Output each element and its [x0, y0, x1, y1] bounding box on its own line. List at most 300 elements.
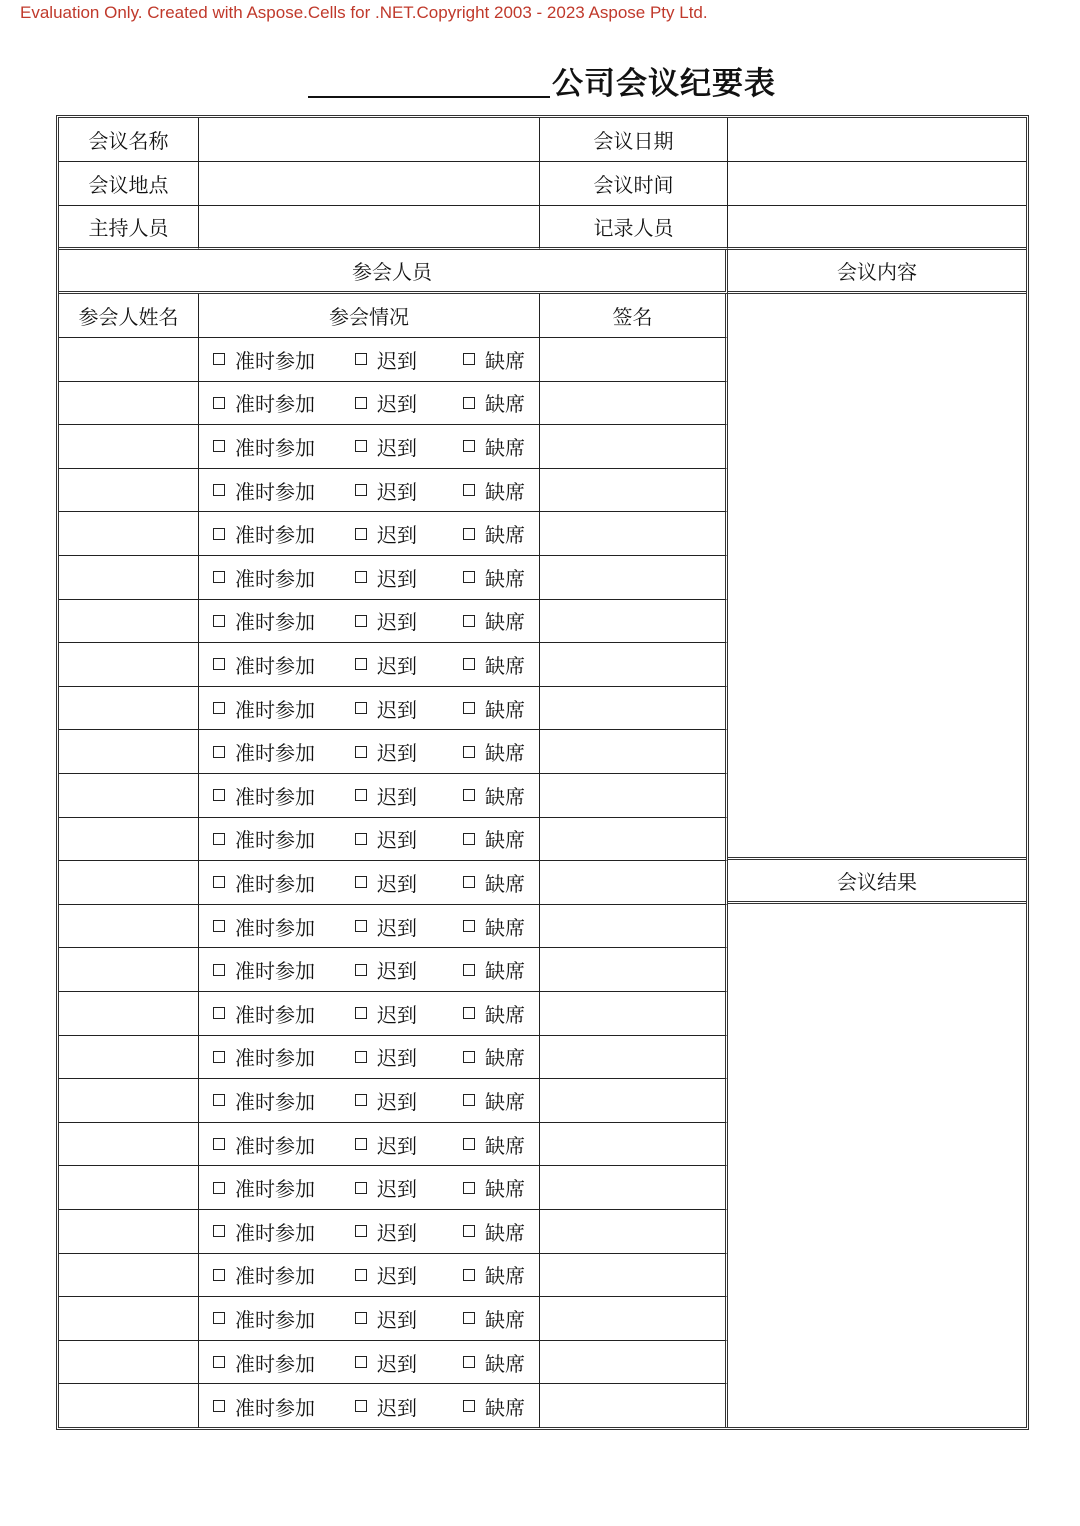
result-section-header: 会议结果: [728, 860, 1026, 904]
column-header-status: 参会情况: [199, 294, 540, 338]
attendance-options: [199, 1036, 540, 1080]
checkbox-icon[interactable]: [355, 1051, 367, 1063]
attendance-options: [199, 1297, 540, 1341]
on-time-option[interactable]: [213, 519, 355, 548]
signature-field[interactable]: [540, 1210, 728, 1254]
absent-option[interactable]: [463, 694, 533, 723]
absent-label: 缺席: [485, 1264, 525, 1289]
attendance-options: [199, 687, 540, 731]
checkbox-icon[interactable]: [463, 1400, 475, 1412]
attendee-name-field[interactable]: [59, 1210, 199, 1254]
checkbox-icon[interactable]: [213, 615, 225, 627]
checkbox-icon[interactable]: [213, 702, 225, 714]
on-time-option[interactable]: [213, 1173, 355, 1202]
late-option[interactable]: [355, 476, 463, 505]
absent-option[interactable]: [463, 999, 533, 1028]
attendee-name-field[interactable]: [59, 818, 199, 862]
checkbox-icon[interactable]: [463, 1007, 475, 1019]
attendance-options: [199, 948, 540, 992]
late-option[interactable]: [355, 1217, 463, 1246]
attendee-name-field[interactable]: [59, 1384, 199, 1428]
absent-label: 缺席: [485, 915, 525, 940]
late-option[interactable]: [355, 912, 463, 941]
absent-option[interactable]: [463, 1217, 533, 1246]
company-name-blank[interactable]: [308, 96, 550, 98]
attendee-name-field[interactable]: [59, 861, 199, 905]
checkbox-icon[interactable]: [355, 833, 367, 845]
meeting-name-label: 会议名称: [59, 118, 199, 162]
late-label: 迟到: [377, 697, 417, 722]
checkbox-icon[interactable]: [463, 789, 475, 801]
attendee-name-field[interactable]: [59, 948, 199, 992]
attendance-options: [199, 425, 540, 469]
checkbox-icon[interactable]: [463, 397, 475, 409]
on-time-option[interactable]: [213, 476, 355, 505]
signature-field[interactable]: [540, 1166, 728, 1210]
meeting-place-field[interactable]: [199, 162, 540, 206]
checkbox-icon[interactable]: [355, 789, 367, 801]
on-time-option[interactable]: [213, 694, 355, 723]
signature-field[interactable]: [540, 1297, 728, 1341]
checkbox-icon[interactable]: [213, 1312, 225, 1324]
absent-option[interactable]: [463, 563, 533, 592]
on-time-label: 准时参加: [235, 392, 315, 417]
attendee-name-field[interactable]: [59, 556, 199, 600]
on-time-option[interactable]: [213, 345, 355, 374]
absent-label: 缺席: [485, 1089, 525, 1114]
attendee-name-field[interactable]: [59, 992, 199, 1036]
absent-label: 缺席: [485, 1220, 525, 1245]
signature-field[interactable]: [540, 818, 728, 862]
on-time-label: 准时参加: [235, 828, 315, 853]
attendance-options: [199, 905, 540, 949]
on-time-label: 准时参加: [235, 784, 315, 809]
absent-option[interactable]: [463, 912, 533, 941]
on-time-option[interactable]: [213, 824, 355, 853]
checkbox-icon[interactable]: [355, 440, 367, 452]
checkbox-icon[interactable]: [213, 528, 225, 540]
absent-option[interactable]: [463, 1130, 533, 1159]
late-option[interactable]: [355, 1304, 463, 1333]
late-option[interactable]: [355, 999, 463, 1028]
attendance-options: [199, 556, 540, 600]
attendee-name-field[interactable]: [59, 469, 199, 513]
recorder-field[interactable]: [728, 206, 1026, 250]
checkbox-icon[interactable]: [355, 658, 367, 670]
absent-option[interactable]: [463, 868, 533, 897]
on-time-label: 准时参加: [235, 1307, 315, 1332]
absent-option[interactable]: [463, 650, 533, 679]
checkbox-icon[interactable]: [213, 746, 225, 758]
late-option[interactable]: [355, 1086, 463, 1115]
absent-label: 缺席: [485, 566, 525, 591]
checkbox-icon[interactable]: [213, 353, 225, 365]
absent-option[interactable]: [463, 1392, 533, 1421]
on-time-label: 准时参加: [235, 1351, 315, 1376]
checkbox-icon[interactable]: [355, 528, 367, 540]
on-time-option[interactable]: [213, 955, 355, 984]
absent-label: 缺席: [485, 1046, 525, 1071]
late-option[interactable]: [355, 388, 463, 417]
signature-field[interactable]: [540, 338, 728, 382]
attendee-name-field[interactable]: [59, 1166, 199, 1210]
signature-field[interactable]: [540, 382, 728, 426]
attendee-name-field[interactable]: [59, 730, 199, 774]
attendee-name-field[interactable]: [59, 1297, 199, 1341]
attendance-options: [199, 992, 540, 1036]
late-label: 迟到: [377, 523, 417, 548]
attendee-name-field[interactable]: [59, 774, 199, 818]
signature-field[interactable]: [540, 730, 728, 774]
absent-label: 缺席: [485, 741, 525, 766]
checkbox-icon[interactable]: [463, 964, 475, 976]
checkbox-icon[interactable]: [463, 1182, 475, 1194]
signature-field[interactable]: [540, 643, 728, 687]
attendee-name-field[interactable]: [59, 1254, 199, 1298]
absent-option[interactable]: [463, 1260, 533, 1289]
absent-option[interactable]: [463, 824, 533, 853]
absent-option[interactable]: [463, 519, 533, 548]
meeting-minutes-table: [56, 115, 1029, 1430]
on-time-label: 准时参加: [235, 1395, 315, 1420]
checkbox-icon[interactable]: [213, 571, 225, 583]
checkbox-icon[interactable]: [355, 1182, 367, 1194]
attendee-name-field[interactable]: [59, 643, 199, 687]
on-time-option[interactable]: [213, 737, 355, 766]
attendance-options: [199, 382, 540, 426]
meeting-place-label: 会议地点: [59, 162, 199, 206]
host-label: 主持人员: [59, 206, 199, 250]
absent-label: 缺席: [485, 392, 525, 417]
late-option[interactable]: [355, 1042, 463, 1071]
absent-label: 缺席: [485, 1395, 525, 1420]
on-time-label: 准时参加: [235, 915, 315, 940]
meeting-date-label: 会议日期: [540, 118, 728, 162]
signature-field[interactable]: [540, 1384, 728, 1428]
checkbox-icon[interactable]: [463, 833, 475, 845]
checkbox-icon[interactable]: [463, 1269, 475, 1281]
attendee-name-field[interactable]: [59, 687, 199, 731]
absent-option[interactable]: [463, 345, 533, 374]
late-option[interactable]: [355, 868, 463, 897]
checkbox-icon[interactable]: [355, 702, 367, 714]
late-option[interactable]: [355, 563, 463, 592]
checkbox-icon[interactable]: [463, 1094, 475, 1106]
absent-option[interactable]: [463, 1348, 533, 1377]
checkbox-icon[interactable]: [213, 920, 225, 932]
on-time-option[interactable]: [213, 781, 355, 810]
late-option[interactable]: [355, 650, 463, 679]
attendee-name-field[interactable]: [59, 382, 199, 426]
checkbox-icon[interactable]: [213, 1051, 225, 1063]
checkbox-icon[interactable]: [463, 702, 475, 714]
checkbox-icon[interactable]: [355, 1007, 367, 1019]
absent-label: 缺席: [485, 1177, 525, 1202]
checkbox-icon[interactable]: [355, 876, 367, 888]
late-option[interactable]: [355, 345, 463, 374]
checkbox-icon[interactable]: [355, 920, 367, 932]
attendee-name-field[interactable]: [59, 1036, 199, 1080]
checkbox-icon[interactable]: [355, 615, 367, 627]
absent-label: 缺席: [485, 1351, 525, 1376]
late-label: 迟到: [377, 348, 417, 373]
late-option[interactable]: [355, 1130, 463, 1159]
absent-option[interactable]: [463, 476, 533, 505]
on-time-option[interactable]: [213, 432, 355, 461]
absent-label: 缺席: [485, 1133, 525, 1158]
signature-field[interactable]: [540, 992, 728, 1036]
on-time-label: 准时参加: [235, 1133, 315, 1158]
late-option[interactable]: [355, 1260, 463, 1289]
checkbox-icon[interactable]: [463, 571, 475, 583]
meeting-content-area[interactable]: [728, 294, 1026, 860]
on-time-label: 准时参加: [235, 1002, 315, 1027]
absent-label: 缺席: [485, 610, 525, 635]
checkbox-icon[interactable]: [463, 658, 475, 670]
late-label: 迟到: [377, 1046, 417, 1071]
checkbox-icon[interactable]: [463, 746, 475, 758]
signature-field[interactable]: [540, 1341, 728, 1385]
absent-option[interactable]: [463, 432, 533, 461]
on-time-option[interactable]: [213, 1392, 355, 1421]
attendance-options: [199, 1166, 540, 1210]
checkbox-icon[interactable]: [463, 1138, 475, 1150]
late-label: 迟到: [377, 1307, 417, 1332]
absent-label: 缺席: [485, 653, 525, 678]
late-label: 迟到: [377, 1351, 417, 1376]
on-time-option[interactable]: [213, 1260, 355, 1289]
on-time-option[interactable]: [213, 563, 355, 592]
late-label: 迟到: [377, 435, 417, 460]
absent-label: 缺席: [485, 697, 525, 722]
on-time-label: 准时参加: [235, 348, 315, 373]
content-section-header: 会议内容: [728, 250, 1026, 294]
checkbox-icon[interactable]: [213, 658, 225, 670]
on-time-option[interactable]: [213, 650, 355, 679]
late-option[interactable]: [355, 781, 463, 810]
late-label: 迟到: [377, 1177, 417, 1202]
signature-field[interactable]: [540, 861, 728, 905]
checkbox-icon[interactable]: [355, 1094, 367, 1106]
checkbox-icon[interactable]: [213, 1269, 225, 1281]
on-time-option[interactable]: [213, 1130, 355, 1159]
page-title: 公司会议纪要表: [552, 66, 776, 102]
signature-field[interactable]: [540, 425, 728, 469]
absent-option[interactable]: [463, 781, 533, 810]
absent-label: 缺席: [485, 828, 525, 853]
checkbox-icon[interactable]: [355, 1138, 367, 1150]
checkbox-icon[interactable]: [355, 964, 367, 976]
checkbox-icon[interactable]: [463, 484, 475, 496]
late-option[interactable]: [355, 1173, 463, 1202]
absent-option[interactable]: [463, 737, 533, 766]
attendee-name-field[interactable]: [59, 1123, 199, 1167]
attendance-options: [199, 600, 540, 644]
on-time-option[interactable]: [213, 1217, 355, 1246]
checkbox-icon[interactable]: [463, 1225, 475, 1237]
attendee-name-field[interactable]: [59, 1079, 199, 1123]
late-option[interactable]: [355, 955, 463, 984]
checkbox-icon[interactable]: [463, 1312, 475, 1324]
attendance-options: [199, 338, 540, 382]
signature-field[interactable]: [540, 1254, 728, 1298]
recorder-label: 记录人员: [540, 206, 728, 250]
on-time-option[interactable]: [213, 1042, 355, 1071]
attendee-name-field[interactable]: [59, 512, 199, 556]
absent-option[interactable]: [463, 1086, 533, 1115]
late-option[interactable]: [355, 694, 463, 723]
late-label: 迟到: [377, 1395, 417, 1420]
on-time-label: 准时参加: [235, 1046, 315, 1071]
checkbox-icon[interactable]: [213, 397, 225, 409]
late-option[interactable]: [355, 519, 463, 548]
checkbox-icon[interactable]: [355, 484, 367, 496]
signature-field[interactable]: [540, 1079, 728, 1123]
checkbox-icon[interactable]: [213, 833, 225, 845]
signature-field[interactable]: [540, 556, 728, 600]
signature-field[interactable]: [540, 948, 728, 992]
on-time-option[interactable]: [213, 388, 355, 417]
meeting-date-field[interactable]: [728, 118, 1026, 162]
signature-field[interactable]: [540, 469, 728, 513]
late-label: 迟到: [377, 1002, 417, 1027]
checkbox-icon[interactable]: [355, 571, 367, 583]
attendance-options: [199, 469, 540, 513]
on-time-option[interactable]: [213, 606, 355, 635]
checkbox-icon[interactable]: [355, 1312, 367, 1324]
signature-field[interactable]: [540, 905, 728, 949]
checkbox-icon[interactable]: [463, 615, 475, 627]
attendance-options: [199, 1254, 540, 1298]
late-label: 迟到: [377, 1089, 417, 1114]
late-label: 迟到: [377, 392, 417, 417]
checkbox-icon[interactable]: [355, 397, 367, 409]
absent-option[interactable]: [463, 955, 533, 984]
checkbox-icon[interactable]: [463, 353, 475, 365]
signature-field[interactable]: [540, 1123, 728, 1167]
checkbox-icon[interactable]: [355, 1400, 367, 1412]
checkbox-icon[interactable]: [213, 1400, 225, 1412]
checkbox-icon[interactable]: [213, 440, 225, 452]
on-time-label: 准时参加: [235, 697, 315, 722]
signature-field[interactable]: [540, 687, 728, 731]
on-time-option[interactable]: [213, 1348, 355, 1377]
on-time-label: 准时参加: [235, 653, 315, 678]
attendee-name-field[interactable]: [59, 1341, 199, 1385]
signature-field[interactable]: [540, 512, 728, 556]
attendance-options: [199, 1384, 540, 1428]
on-time-option[interactable]: [213, 1304, 355, 1333]
attendance-options: [199, 1123, 540, 1167]
on-time-label: 准时参加: [235, 523, 315, 548]
meeting-time-field[interactable]: [728, 162, 1026, 206]
checkbox-icon[interactable]: [213, 1138, 225, 1150]
checkbox-icon[interactable]: [355, 1225, 367, 1237]
on-time-label: 准时参加: [235, 959, 315, 984]
attendance-options: [199, 861, 540, 905]
late-option[interactable]: [355, 432, 463, 461]
absent-option[interactable]: [463, 388, 533, 417]
on-time-option[interactable]: [213, 999, 355, 1028]
watermark-text: Evaluation Only. Created with Aspose.Cells for .NET.Copyright 2003 - 2023 Aspose Pty Ltd.: [20, 3, 708, 22]
absent-option[interactable]: [463, 606, 533, 635]
attendance-options: [199, 818, 540, 862]
on-time-option[interactable]: [213, 1086, 355, 1115]
on-time-label: 准时参加: [235, 741, 315, 766]
checkbox-icon[interactable]: [463, 528, 475, 540]
checkbox-icon[interactable]: [213, 1356, 225, 1368]
checkbox-icon[interactable]: [213, 789, 225, 801]
on-time-label: 准时参加: [235, 566, 315, 591]
late-label: 迟到: [377, 828, 417, 853]
late-label: 迟到: [377, 1264, 417, 1289]
meeting-name-field[interactable]: [199, 118, 540, 162]
attendee-name-field[interactable]: [59, 600, 199, 644]
late-label: 迟到: [377, 871, 417, 896]
checkbox-icon[interactable]: [463, 920, 475, 932]
checkbox-icon[interactable]: [213, 1094, 225, 1106]
on-time-label: 准时参加: [235, 435, 315, 460]
absent-option[interactable]: [463, 1304, 533, 1333]
title-block: [308, 58, 788, 100]
absent-option[interactable]: [463, 1173, 533, 1202]
checkbox-icon[interactable]: [463, 440, 475, 452]
checkbox-icon[interactable]: [355, 746, 367, 758]
late-option[interactable]: [355, 824, 463, 853]
checkbox-icon[interactable]: [213, 484, 225, 496]
checkbox-icon[interactable]: [213, 876, 225, 888]
on-time-label: 准时参加: [235, 1220, 315, 1245]
signature-field[interactable]: [540, 774, 728, 818]
on-time-label: 准时参加: [235, 871, 315, 896]
late-option[interactable]: [355, 1348, 463, 1377]
late-label: 迟到: [377, 1220, 417, 1245]
absent-label: 缺席: [485, 348, 525, 373]
checkbox-icon[interactable]: [355, 1356, 367, 1368]
checkbox-icon[interactable]: [463, 1051, 475, 1063]
checkbox-icon[interactable]: [355, 1269, 367, 1281]
checkbox-icon[interactable]: [463, 1356, 475, 1368]
absent-label: 缺席: [485, 523, 525, 548]
on-time-label: 准时参加: [235, 1264, 315, 1289]
checkbox-icon[interactable]: [213, 1182, 225, 1194]
attendees-section-header: 参会人员: [59, 250, 728, 294]
checkbox-icon[interactable]: [355, 353, 367, 365]
on-time-option[interactable]: [213, 868, 355, 897]
checkbox-icon[interactable]: [213, 1007, 225, 1019]
checkbox-icon[interactable]: [213, 1225, 225, 1237]
late-option[interactable]: [355, 1392, 463, 1421]
attendee-name-field[interactable]: [59, 425, 199, 469]
checkbox-icon[interactable]: [213, 964, 225, 976]
meeting-result-area[interactable]: [728, 904, 1026, 1427]
signature-field[interactable]: [540, 600, 728, 644]
on-time-option[interactable]: [213, 912, 355, 941]
signature-field[interactable]: [540, 1036, 728, 1080]
attendance-options: [199, 730, 540, 774]
late-option[interactable]: [355, 737, 463, 766]
absent-label: 缺席: [485, 959, 525, 984]
absent-label: 缺席: [485, 1002, 525, 1027]
checkbox-icon[interactable]: [463, 876, 475, 888]
host-field[interactable]: [199, 206, 540, 250]
column-header-name: 参会人姓名: [59, 294, 199, 338]
on-time-label: 准时参加: [235, 1089, 315, 1114]
attendee-name-field[interactable]: [59, 338, 199, 382]
attendee-name-field[interactable]: [59, 905, 199, 949]
late-option[interactable]: [355, 606, 463, 635]
absent-option[interactable]: [463, 1042, 533, 1071]
